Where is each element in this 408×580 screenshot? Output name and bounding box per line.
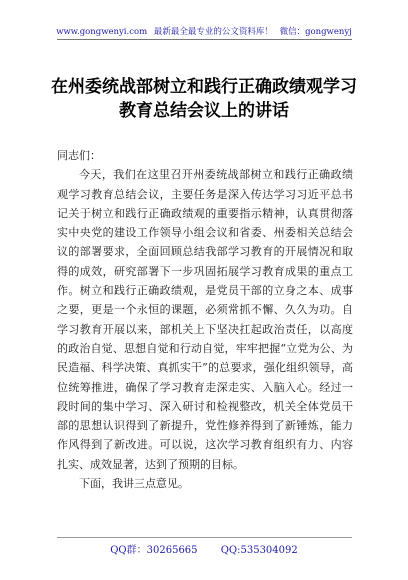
- qq-number: QQ:535304092: [220, 545, 298, 556]
- paragraph-2: 下面，我讲三点意见。: [79, 477, 189, 491]
- title-line-2: 教育总结会议上的讲话: [119, 101, 289, 121]
- title-line-1: 在州委统战部树立和践行正确政绩观学习: [51, 77, 357, 97]
- header-divider: [57, 39, 352, 40]
- footer-divider: [57, 537, 352, 538]
- document-body: [57, 146, 353, 493]
- footer-banner: [0, 541, 408, 556]
- qq-group: QQ群：30265665: [110, 545, 198, 556]
- site-slogan: 最新最全最专业的公文资料库！: [153, 27, 273, 37]
- site-link[interactable]: www.gongwenyi.com: [56, 27, 148, 37]
- paragraph-1: 今天，我们在这里召开州委统战部树立和践行正确政绩观学习教育总结会议，主要任务是深入传达学习习近平总书记关于树立和践行正确政绩观的重要指示精神，认真贯彻落实中央党的建设工作领导小组会议和省委、州委相关总结会议的部署要求，全面回顾总结我部学习教育的开展情况和取得的成效，研究部署下一步巩固拓展学习教育成果的重点工作。树立和践行正确政绩观，是党员干部的立身之本、成事之要，更是一个永恒的课题，必须常抓不懈、久久为功。自学习教育开展以来，部机关上下坚决扛起政治责任，以高度的政治自觉、思想自觉和行动自觉，牢牢把握“立党为公、为民造福、科学决策、真抓实干”的总要求，强化组织领导，高位统筹推进，确保了学习教育走深走实、入脑入心。经过一段时间的集中学习、深入研讨和检视整改，机关全体党员干部的思想认识得到了新提升，党性修养得到了新锤炼，能力作风得到了新改进。可以说，这次学习教育组织有力、内容扎实、成效显著，达到了预期的目标。: [57, 168, 353, 471]
- document-title: [0, 75, 408, 123]
- header-banner: [0, 25, 408, 37]
- wechat-id: 微信：gongwenyj: [279, 27, 352, 37]
- salutation: 同志们：: [57, 149, 101, 162]
